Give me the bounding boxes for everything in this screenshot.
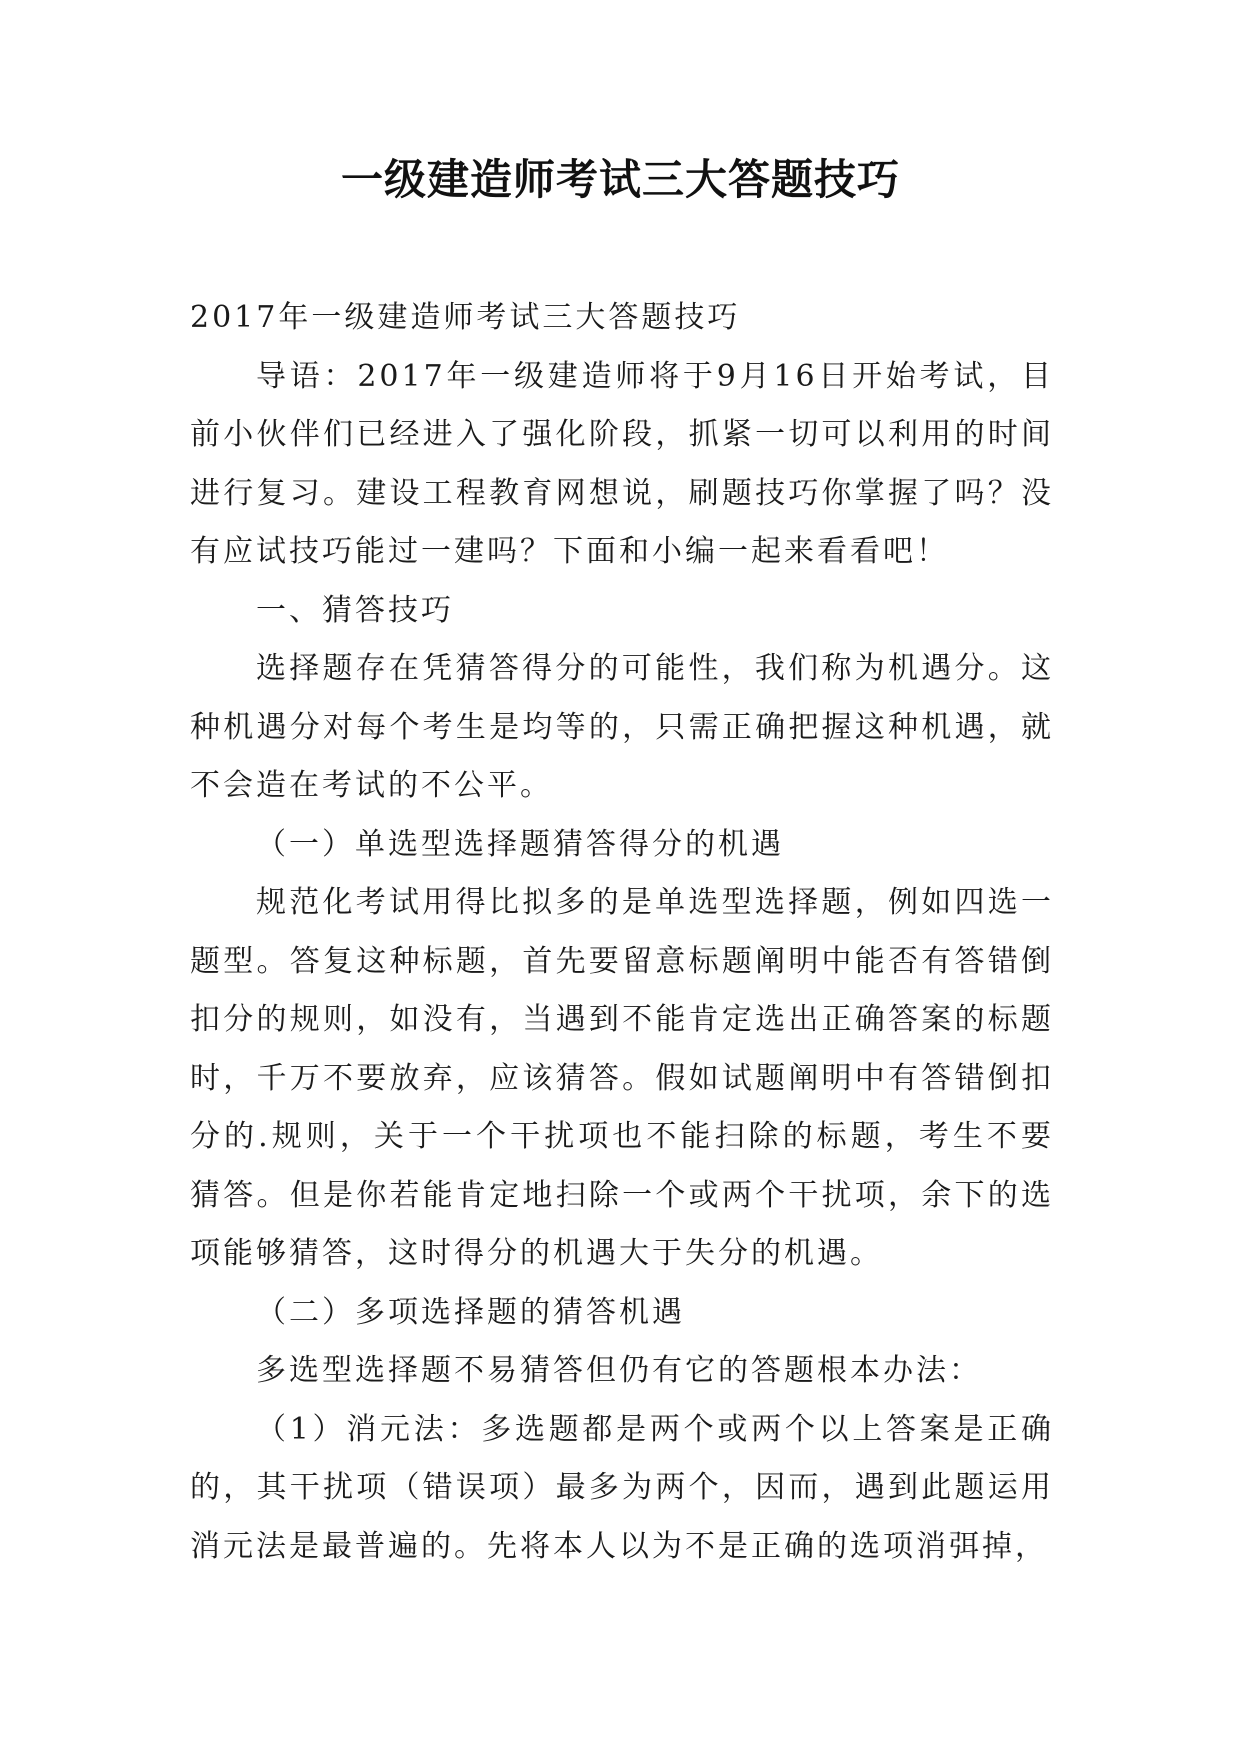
document-title: 一级建造师考试三大答题技巧 bbox=[340, 155, 900, 204]
paragraph-single-choice: 规范化考试用得比拟多的是单选型选择题，例如四选一题型。答复这种标题，首先要留意标题阐明中能否有答错倒扣分的规则，如没有，当遇到不能肯定选出正确答案的标题时，千万不要放弃，应该猜答。假如试题阐明中有答错倒扣分的.规则，关于一个干扰项也不能扫除的标题，考生不要猜答。但是你若能肯定地扫除一个或两个干扰项，余下的选项能够猜答，这时得分的机遇大于失分的机遇。 bbox=[190, 885, 1054, 1271]
paragraph-heading: 2017年一级建造师考试三大答题技巧 bbox=[190, 300, 741, 335]
section-heading-guess: 一、猜答技巧 bbox=[256, 592, 454, 628]
paragraph-multiple-intro: 多选型选择题不易猜答但仍有它的答题根本办法： bbox=[256, 1353, 982, 1388]
paragraph-guess-intro: 选择题存在凭猜答得分的可能性，我们称为机遇分。这种机遇分对每个考生是均等的，只需正确把握这种机遇，就不会造在考试的不公平。 bbox=[190, 651, 1054, 803]
document-body bbox=[190, 289, 1054, 1576]
paragraph-elimination-method: （1）消元法：多选题都是两个或两个以上答案是正确的，其干扰项（错误项）最多为两个，因而，遇到此题运用消元法是最普遍的。先将本人以为不是正确的选项消弭掉， bbox=[190, 1411, 1054, 1564]
subsection-heading-multiple: （二）多项选择题的猜答机遇 bbox=[256, 1294, 685, 1330]
paragraph-intro: 导语：2017年一级建造师将于9月16日开始考试，目前小伙伴们已经进入了强化阶段，抓紧一切可以利用的时间进行复习。建设工程教育网想说，刷题技巧你掌握了吗？没有应试技巧能过一建吗？下面和小编一起来看看吧！ bbox=[190, 358, 1054, 569]
subsection-heading-single: （一）单选型选择题猜答得分的机遇 bbox=[256, 826, 784, 862]
